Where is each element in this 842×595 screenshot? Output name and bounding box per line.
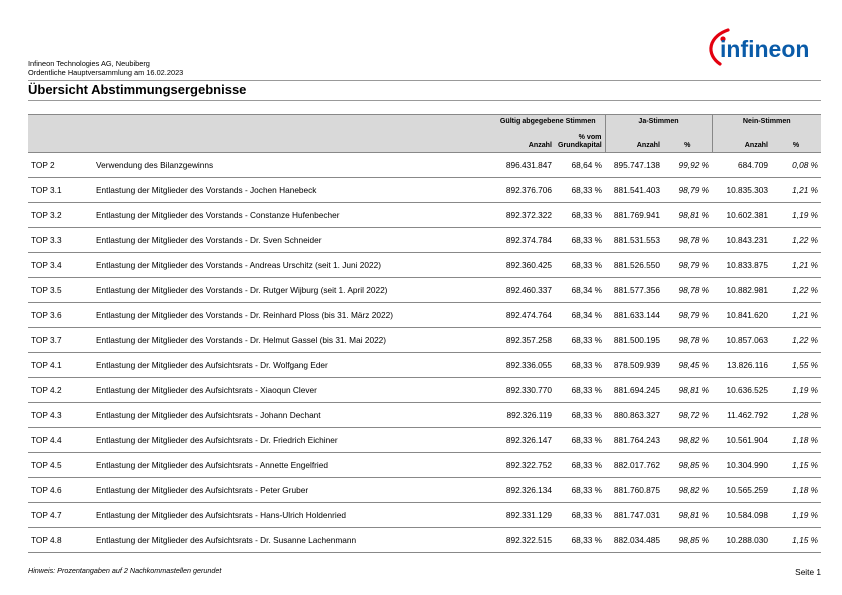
valid-count: 896.431.847 — [491, 153, 555, 178]
group-no-votes: Nein-Stimmen — [712, 115, 821, 128]
table-row — [28, 378, 821, 403]
table-row — [28, 453, 821, 478]
yes-pct: 99,92 % — [663, 153, 712, 178]
valid-pct: 68,64 % — [555, 153, 605, 178]
valid-count: 892.330.770 — [491, 378, 555, 403]
yes-count: 881.541.403 — [605, 178, 663, 203]
yes-count: 895.747.138 — [605, 153, 663, 178]
table-row — [28, 478, 821, 503]
agenda-item: TOP 4.2 — [28, 378, 93, 403]
valid-pct: 68,33 % — [555, 228, 605, 253]
valid-pct: 68,33 % — [555, 178, 605, 203]
valid-pct: 68,33 % — [555, 453, 605, 478]
yes-count: 880.863.327 — [605, 403, 663, 428]
no-count: 10.841.620 — [712, 303, 771, 328]
item-description: Entlastung der Mitglieder des Vorstands - Andreas Urschitz (seit 1. Juni 2022) — [93, 253, 491, 278]
valid-count: 892.326.147 — [491, 428, 555, 453]
item-description: Entlastung der Mitglieder des Aufsichtsrats - Dr. Wolfgang Eder — [93, 353, 491, 378]
valid-count: 892.331.129 — [491, 503, 555, 528]
valid-pct: 68,33 % — [555, 478, 605, 503]
yes-pct: 98,79 % — [663, 253, 712, 278]
valid-count: 892.326.134 — [491, 478, 555, 503]
no-count: 13.826.116 — [712, 353, 771, 378]
no-count: 10.304.990 — [712, 453, 771, 478]
yes-count: 882.034.485 — [605, 528, 663, 553]
no-pct: 1,19 % — [771, 378, 821, 403]
table-row — [28, 178, 821, 203]
valid-count: 892.336.055 — [491, 353, 555, 378]
item-description: Entlastung der Mitglieder des Aufsichtsrats - Xiaoqun Clever — [93, 378, 491, 403]
no-count: 10.833.875 — [712, 253, 771, 278]
no-count: 10.882.981 — [712, 278, 771, 303]
valid-count: 892.322.752 — [491, 453, 555, 478]
yes-pct: 98,79 % — [663, 303, 712, 328]
title-rule — [28, 100, 821, 101]
item-description: Entlastung der Mitglieder des Aufsichtsrats - Dr. Friedrich Eichiner — [93, 428, 491, 453]
yes-count: 881.769.941 — [605, 203, 663, 228]
agenda-item: TOP 4.4 — [28, 428, 93, 453]
col-yes-count: Anzahl — [605, 127, 663, 153]
item-description: Entlastung der Mitglieder des Vorstands - Dr. Sven Schneider — [93, 228, 491, 253]
yes-count: 881.760.875 — [605, 478, 663, 503]
no-pct: 1,15 % — [771, 453, 821, 478]
valid-pct: 68,33 % — [555, 403, 605, 428]
yes-pct: 98,45 % — [663, 353, 712, 378]
valid-pct: 68,33 % — [555, 378, 605, 403]
yes-pct: 98,78 % — [663, 278, 712, 303]
no-pct: 1,22 % — [771, 228, 821, 253]
item-description: Entlastung der Mitglieder des Aufsichtsrats - Dr. Susanne Lachenmann — [93, 528, 491, 553]
valid-pct: 68,33 % — [555, 203, 605, 228]
item-description: Entlastung der Mitglieder des Aufsichtsrats - Annette Engelfried — [93, 453, 491, 478]
group-yes-votes: Ja-Stimmen — [605, 115, 712, 128]
no-count: 10.565.259 — [712, 478, 771, 503]
no-count: 10.857.063 — [712, 328, 771, 353]
valid-pct: 68,33 % — [555, 253, 605, 278]
agenda-item: TOP 3.2 — [28, 203, 93, 228]
table-row — [28, 403, 821, 428]
table-row — [28, 278, 821, 303]
col-no-count: Anzahl — [712, 127, 771, 153]
valid-pct: 68,33 % — [555, 528, 605, 553]
agenda-item: TOP 3.6 — [28, 303, 93, 328]
page-number: Seite 1 — [795, 567, 821, 577]
yes-pct: 98,81 % — [663, 378, 712, 403]
valid-count: 892.460.337 — [491, 278, 555, 303]
valid-pct: 68,33 % — [555, 353, 605, 378]
valid-count: 892.374.784 — [491, 228, 555, 253]
agenda-item: TOP 4.6 — [28, 478, 93, 503]
no-pct: 1,18 % — [771, 428, 821, 453]
agenda-item: TOP 3.7 — [28, 328, 93, 353]
agenda-item: TOP 4.3 — [28, 403, 93, 428]
no-pct: 1,21 % — [771, 253, 821, 278]
no-pct: 1,22 % — [771, 278, 821, 303]
no-count: 10.835.303 — [712, 178, 771, 203]
valid-pct: 68,34 % — [555, 303, 605, 328]
no-count: 10.561.904 — [712, 428, 771, 453]
table-row — [28, 153, 821, 178]
valid-count: 892.322.515 — [491, 528, 555, 553]
results-table — [28, 114, 821, 553]
col-no-pct: % — [771, 127, 821, 153]
no-pct: 1,21 % — [771, 178, 821, 203]
header-column-row — [28, 127, 821, 153]
logo-text: infineon — [720, 36, 810, 62]
company-info — [28, 59, 183, 77]
table-row — [28, 253, 821, 278]
table-row — [28, 528, 821, 553]
meeting-date: Ordentliche Hauptversammlung am 16.02.2023 — [28, 68, 184, 77]
table-row — [28, 203, 821, 228]
no-pct: 1,22 % — [771, 328, 821, 353]
no-pct: 1,15 % — [771, 528, 821, 553]
no-pct: 1,19 % — [771, 203, 821, 228]
valid-count: 892.376.706 — [491, 178, 555, 203]
agenda-item: TOP 3.5 — [28, 278, 93, 303]
yes-pct: 98,82 % — [663, 428, 712, 453]
company-name: Infineon Technologies AG, Neubiberg — [28, 59, 150, 68]
yes-pct: 98,78 % — [663, 328, 712, 353]
no-pct: 1,18 % — [771, 478, 821, 503]
yes-pct: 98,78 % — [663, 228, 712, 253]
yes-count: 878.509.939 — [605, 353, 663, 378]
yes-count: 881.526.550 — [605, 253, 663, 278]
item-description: Verwendung des Bilanzgewinns — [93, 153, 491, 178]
table-row — [28, 328, 821, 353]
no-pct: 1,28 % — [771, 403, 821, 428]
no-count: 684.709 — [712, 153, 771, 178]
item-description: Entlastung der Mitglieder des Vorstands - Jochen Hanebeck — [93, 178, 491, 203]
table-row — [28, 428, 821, 453]
table-row — [28, 503, 821, 528]
valid-count: 892.372.322 — [491, 203, 555, 228]
yes-pct: 98,85 % — [663, 528, 712, 553]
agenda-item: TOP 4.8 — [28, 528, 93, 553]
item-description: Entlastung der Mitglieder des Vorstands - Dr. Rutger Wijburg (seit 1. April 2022) — [93, 278, 491, 303]
item-description: Entlastung der Mitglieder des Aufsichtsrats - Peter Gruber — [93, 478, 491, 503]
table-row — [28, 353, 821, 378]
agenda-item: TOP 3.3 — [28, 228, 93, 253]
valid-count: 892.357.258 — [491, 328, 555, 353]
infineon-logo — [706, 24, 822, 70]
agenda-item: TOP 4.5 — [28, 453, 93, 478]
valid-pct: 68,33 % — [555, 428, 605, 453]
yes-pct: 98,72 % — [663, 403, 712, 428]
no-count: 11.462.792 — [712, 403, 771, 428]
item-description: Entlastung der Mitglieder des Vorstands - Constanze Hufenbecher — [93, 203, 491, 228]
yes-count: 881.694.245 — [605, 378, 663, 403]
yes-pct: 98,82 % — [663, 478, 712, 503]
item-description: Entlastung der Mitglieder des Vorstands - Dr. Helmut Gassel (bis 31. Mai 2022) — [93, 328, 491, 353]
no-pct: 1,55 % — [771, 353, 821, 378]
valid-count: 892.360.425 — [491, 253, 555, 278]
valid-pct: 68,33 % — [555, 328, 605, 353]
yes-pct: 98,81 % — [663, 503, 712, 528]
page-title: Übersicht Abstimmungsergebnisse — [28, 82, 247, 97]
valid-count: 892.326.119 — [491, 403, 555, 428]
group-valid-votes: Gültig abgegebene Stimmen — [491, 115, 605, 128]
agenda-item: TOP 2 — [28, 153, 93, 178]
no-count: 10.602.381 — [712, 203, 771, 228]
yes-pct: 98,79 % — [663, 178, 712, 203]
no-count: 10.636.525 — [712, 378, 771, 403]
footnote: Hinweis: Prozentangaben auf 2 Nachkommastellen gerundet — [28, 566, 222, 575]
yes-pct: 98,81 % — [663, 203, 712, 228]
yes-count: 882.017.762 — [605, 453, 663, 478]
yes-count: 881.764.243 — [605, 428, 663, 453]
yes-count: 881.577.356 — [605, 278, 663, 303]
valid-count: 892.474.764 — [491, 303, 555, 328]
yes-count: 881.531.553 — [605, 228, 663, 253]
yes-pct: 98,85 % — [663, 453, 712, 478]
table-row — [28, 303, 821, 328]
no-pct: 0,08 % — [771, 153, 821, 178]
agenda-item: TOP 3.1 — [28, 178, 93, 203]
yes-count: 881.633.144 — [605, 303, 663, 328]
col-valid-pct: % vom Grundkapital — [555, 127, 605, 153]
agenda-item: TOP 4.1 — [28, 353, 93, 378]
agenda-item: TOP 3.4 — [28, 253, 93, 278]
item-description: Entlastung der Mitglieder des Aufsichtsrats - Hans-Ulrich Holdenried — [93, 503, 491, 528]
table-row — [28, 228, 821, 253]
item-description: Entlastung der Mitglieder des Aufsichtsrats - Johann Dechant — [93, 403, 491, 428]
header-rule — [28, 80, 821, 81]
no-count: 10.288.030 — [712, 528, 771, 553]
yes-count: 881.500.195 — [605, 328, 663, 353]
no-count: 10.843.231 — [712, 228, 771, 253]
yes-count: 881.747.031 — [605, 503, 663, 528]
col-valid-count: Anzahl — [491, 127, 555, 153]
header-group-row — [28, 115, 821, 128]
no-pct: 1,21 % — [771, 303, 821, 328]
no-count: 10.584.098 — [712, 503, 771, 528]
valid-pct: 68,33 % — [555, 503, 605, 528]
col-yes-pct: % — [663, 127, 712, 153]
valid-pct: 68,34 % — [555, 278, 605, 303]
no-pct: 1,19 % — [771, 503, 821, 528]
item-description: Entlastung der Mitglieder des Vorstands - Dr. Reinhard Ploss (bis 31. März 2022) — [93, 303, 491, 328]
agenda-item: TOP 4.7 — [28, 503, 93, 528]
